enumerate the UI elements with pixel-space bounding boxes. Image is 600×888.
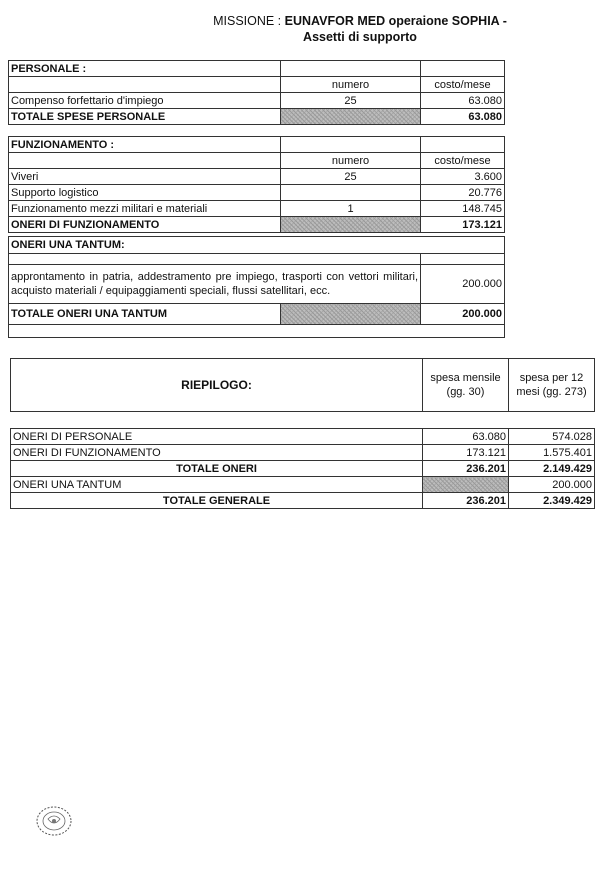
row-numero: 25 <box>281 93 421 109</box>
table-row <box>9 169 505 185</box>
row-label: Compenso forfettario d'impiego <box>9 93 281 109</box>
shaded-cell <box>281 217 421 233</box>
totale-oneri-mensile: 236.201 <box>423 461 509 477</box>
summary-table <box>10 428 595 509</box>
table-row <box>9 93 505 109</box>
summary-tantum-label: ONERI UNA TANTUM <box>11 477 423 493</box>
row-costo: 148.745 <box>421 201 505 217</box>
table-row <box>11 445 595 461</box>
totale-generale-label: TOTALE GENERALE <box>11 493 423 509</box>
riepilogo-col-annuale: spesa per 12 mesi (gg. 273) <box>509 359 595 412</box>
row-costo: 63.080 <box>421 93 505 109</box>
riepilogo-title: RIEPILOGO: <box>11 359 423 412</box>
table-row <box>11 429 595 445</box>
title-subtitle: Assetti di supporto <box>303 30 417 44</box>
row-numero <box>281 185 421 201</box>
summary-annuale: 1.575.401 <box>509 445 595 461</box>
summary-label: ONERI DI PERSONALE <box>11 429 423 445</box>
row-label: Supporto logistico <box>9 185 281 201</box>
riepilogo-col-mensile: spesa mensile (gg. 30) <box>423 359 509 412</box>
riepilogo-header <box>10 358 595 412</box>
mission-name: EUNAVFOR MED operaione SOPHIA - <box>284 14 507 28</box>
row-numero: 1 <box>281 201 421 217</box>
tantum-table <box>8 236 505 338</box>
summary-label: ONERI DI FUNZIONAMENTO <box>11 445 423 461</box>
funzionamento-col-numero: numero <box>281 153 421 169</box>
totale-oneri-label: TOTALE ONERI <box>11 461 423 477</box>
table-row <box>9 185 505 201</box>
tantum-title: ONERI UNA TANTUM: <box>9 237 505 254</box>
shaded-cell <box>423 477 509 493</box>
row-costo: 3.600 <box>421 169 505 185</box>
row-costo: 20.776 <box>421 185 505 201</box>
personale-total-value: 63.080 <box>421 109 505 125</box>
personale-total-label: TOTALE SPESE PERSONALE <box>9 109 281 125</box>
personale-col-costo: costo/mese <box>421 77 505 93</box>
official-seal-stamp <box>34 804 74 838</box>
table-row <box>9 201 505 217</box>
funzionamento-title: FUNZIONAMENTO : <box>9 137 281 153</box>
funzionamento-total-label: ONERI DI FUNZIONAMENTO <box>9 217 281 233</box>
shaded-cell <box>281 109 421 125</box>
tantum-description: approntamento in patria, addestramento pre impiego, trasporti con vettori militari, acquisto materiali / equipaggiamenti speciali, flussi satellitari, ecc. <box>9 265 421 304</box>
summary-mensile: 63.080 <box>423 429 509 445</box>
tantum-total-value: 200.000 <box>421 304 505 325</box>
personale-col-numero: numero <box>281 77 421 93</box>
row-label: Viveri <box>9 169 281 185</box>
totale-generale-annuale: 2.349.429 <box>509 493 595 509</box>
title-prefix: MISSIONE : <box>213 14 285 28</box>
totale-oneri-annuale: 2.149.429 <box>509 461 595 477</box>
row-numero: 25 <box>281 169 421 185</box>
tantum-total-label: TOTALE ONERI UNA TANTUM <box>9 304 281 325</box>
summary-mensile: 173.121 <box>423 445 509 461</box>
title-line-1 <box>180 14 540 29</box>
funzionamento-table <box>8 136 505 233</box>
summary-annuale: 574.028 <box>509 429 595 445</box>
personale-table <box>8 60 505 125</box>
shaded-cell <box>281 304 421 325</box>
funzionamento-total-value: 173.121 <box>421 217 505 233</box>
tantum-value: 200.000 <box>421 265 505 304</box>
summary-tantum-annuale: 200.000 <box>509 477 595 493</box>
funzionamento-col-costo: costo/mese <box>421 153 505 169</box>
row-label: Funzionamento mezzi militari e materiali <box>9 201 281 217</box>
totale-generale-mensile: 236.201 <box>423 493 509 509</box>
personale-title: PERSONALE : <box>9 61 281 77</box>
